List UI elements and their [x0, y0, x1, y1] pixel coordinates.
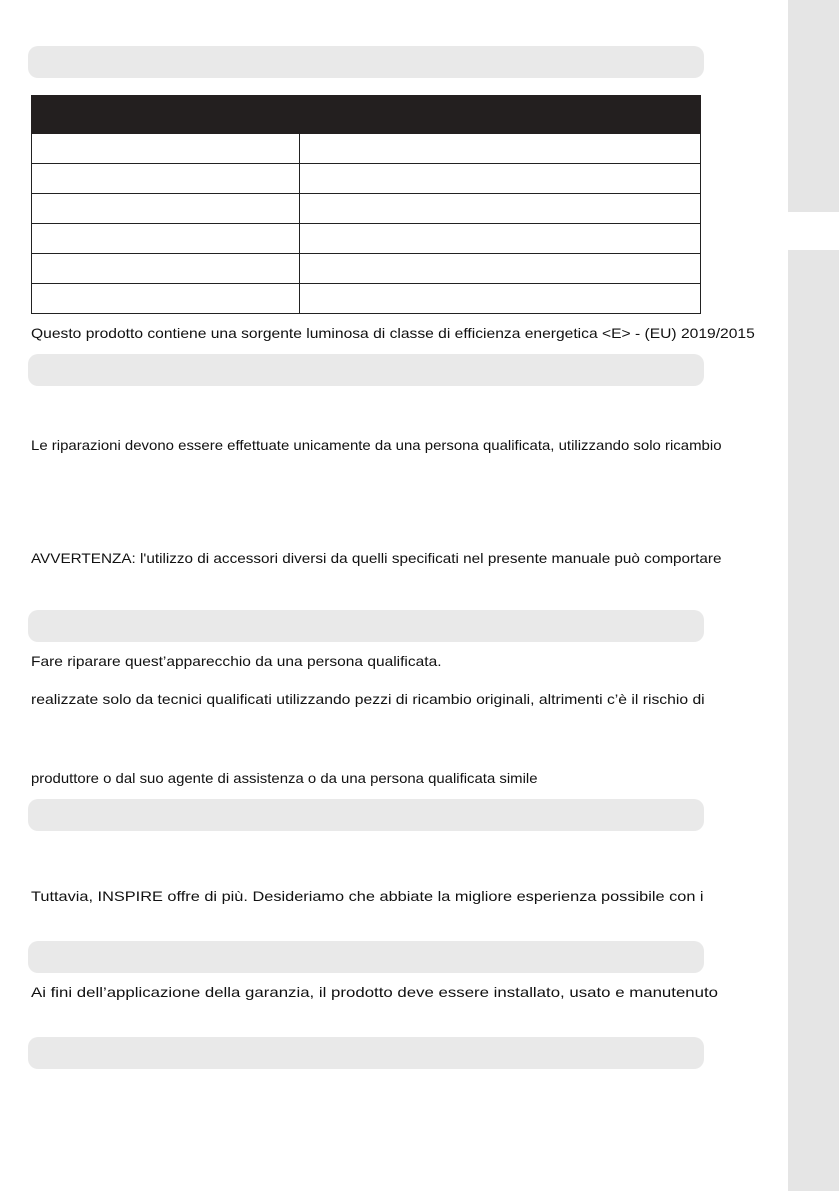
warranty-note: Ai fini dell’applicazione della garanzia, il prodotto deve essere installato, usato e manutenuto — [31, 984, 719, 1000]
table-cell — [32, 194, 300, 224]
table-cell — [300, 134, 701, 164]
language-tab — [770, 212, 839, 250]
energy-class-note: Questo prodotto contiene una sorgente luminosa di classe di efficienza energetica <E> - (EU) 2019/2015 — [31, 325, 755, 341]
specifications-table — [31, 95, 701, 314]
section-heading-bar-5 — [28, 941, 704, 973]
table-cell — [32, 254, 300, 284]
table-row — [32, 284, 701, 314]
table-header-cell — [32, 96, 300, 134]
table-row — [32, 194, 701, 224]
service-note-line-3: produttore o dal suo agente di assistenza o da una persona qualificata simile — [31, 770, 538, 786]
section-heading-bar-3 — [28, 610, 704, 642]
warning-note: AVVERTENZA: l'utilizzo di accessori diversi da quelli specificati nel presente manuale può comportare — [31, 550, 722, 566]
table-cell — [300, 224, 701, 254]
table-row — [32, 224, 701, 254]
table-row — [32, 164, 701, 194]
section-heading-bar-4 — [28, 799, 704, 831]
section-heading-bar-6 — [28, 1037, 704, 1069]
table-cell — [32, 224, 300, 254]
section-heading-bar-1 — [28, 46, 704, 78]
table-cell — [300, 164, 701, 194]
table-row — [32, 254, 701, 284]
table-cell — [32, 284, 300, 314]
table-cell — [32, 134, 300, 164]
service-note-line-1: Fare riparare quest’apparecchio da una persona qualificata. — [31, 653, 442, 669]
section-heading-bar-2 — [28, 354, 704, 386]
table-header-cell — [300, 96, 701, 134]
table-cell — [300, 284, 701, 314]
inspire-note: Tuttavia, INSPIRE offre di più. Desideriamo che abbiate la migliore esperienza possibile con i — [31, 888, 704, 904]
repairs-note: Le riparazioni devono essere effettuate unicamente da una persona qualificata, utilizzando solo ricambio — [31, 437, 722, 453]
table-cell — [32, 164, 300, 194]
table-cell — [300, 254, 701, 284]
table-row — [32, 134, 701, 164]
table-cell — [300, 194, 701, 224]
table-header-row — [32, 96, 701, 134]
side-margin-strip — [788, 0, 839, 1191]
service-note-line-2: realizzate solo da tecnici qualificati utilizzando pezzi di ricambio originali, altrimenti c’è il rischio di — [31, 691, 705, 707]
